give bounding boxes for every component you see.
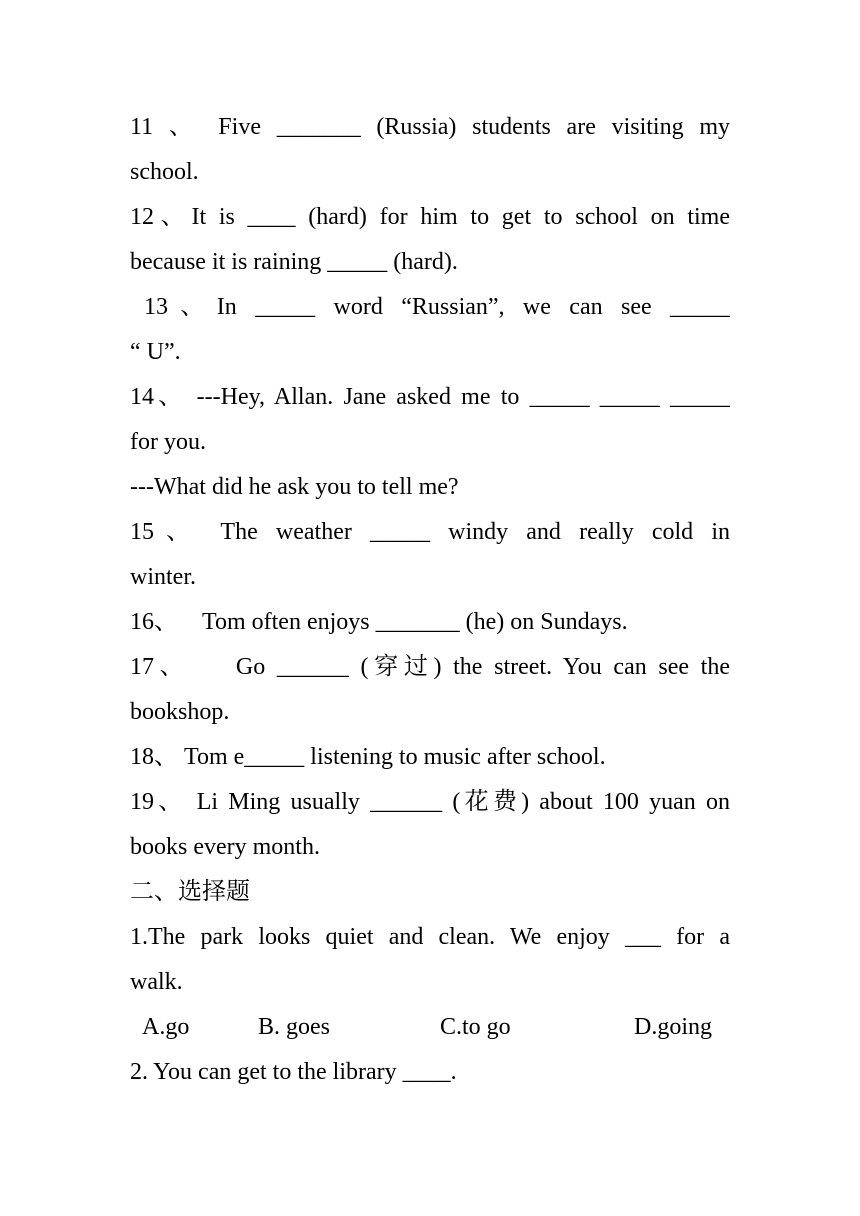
question-14-line-1: 14、 ---Hey, Allan. Jane asked me to _____ _____ _____ <box>130 384 730 410</box>
question-11-line-1: 11 、 Five _______ (Russia) students are visiting my <box>130 114 730 140</box>
question-13-line-2: “ U”. <box>130 339 181 365</box>
question-17-line-1: 17、 Go ______ (穿过) the street. You can see the <box>130 654 730 680</box>
option-d: D.going <box>634 1014 712 1040</box>
question-17-line-2: bookshop. <box>130 699 230 725</box>
question-13-line-1: 13、In _____ word “Russian”, we can see _____ <box>144 294 730 320</box>
question-14-line-2: for you. <box>130 429 206 455</box>
mc-question-1-line-2: walk. <box>130 969 183 995</box>
question-19-line-2: books every month. <box>130 834 320 860</box>
option-c: C.to go <box>440 1014 511 1040</box>
question-14-line-3: ---What did he ask you to tell me? <box>130 474 459 500</box>
question-12-line-1: 12、It is ____ (hard) for him to get to school on time <box>130 204 730 230</box>
option-b: B. goes <box>258 1014 330 1040</box>
mc-question-2-line: 2. You can get to the library ____. <box>130 1059 457 1085</box>
question-18-line: 18、 Tom e_____ listening to music after school. <box>130 744 606 770</box>
mc-question-1-line-1: 1.The park looks quiet and clean. We enjoy ___ for a <box>130 924 730 950</box>
question-15-line-1: 15、 The weather _____ windy and really cold in <box>130 519 730 545</box>
option-a: A.go <box>142 1014 190 1040</box>
question-15-line-2: winter. <box>130 564 196 590</box>
mc-question-1-options <box>130 1005 730 1050</box>
question-12-line-2: because it is raining _____ (hard). <box>130 249 458 275</box>
question-16-line: 16、 Tom often enjoys _______ (he) on Sundays. <box>130 609 628 635</box>
question-11-line-2: school. <box>130 159 199 185</box>
section-heading: 二、选择题 <box>130 879 250 905</box>
question-19-line-1: 19、 Li Ming usually ______ (花费) about 100 yuan on <box>130 789 730 815</box>
worksheet-page <box>130 105 730 1095</box>
